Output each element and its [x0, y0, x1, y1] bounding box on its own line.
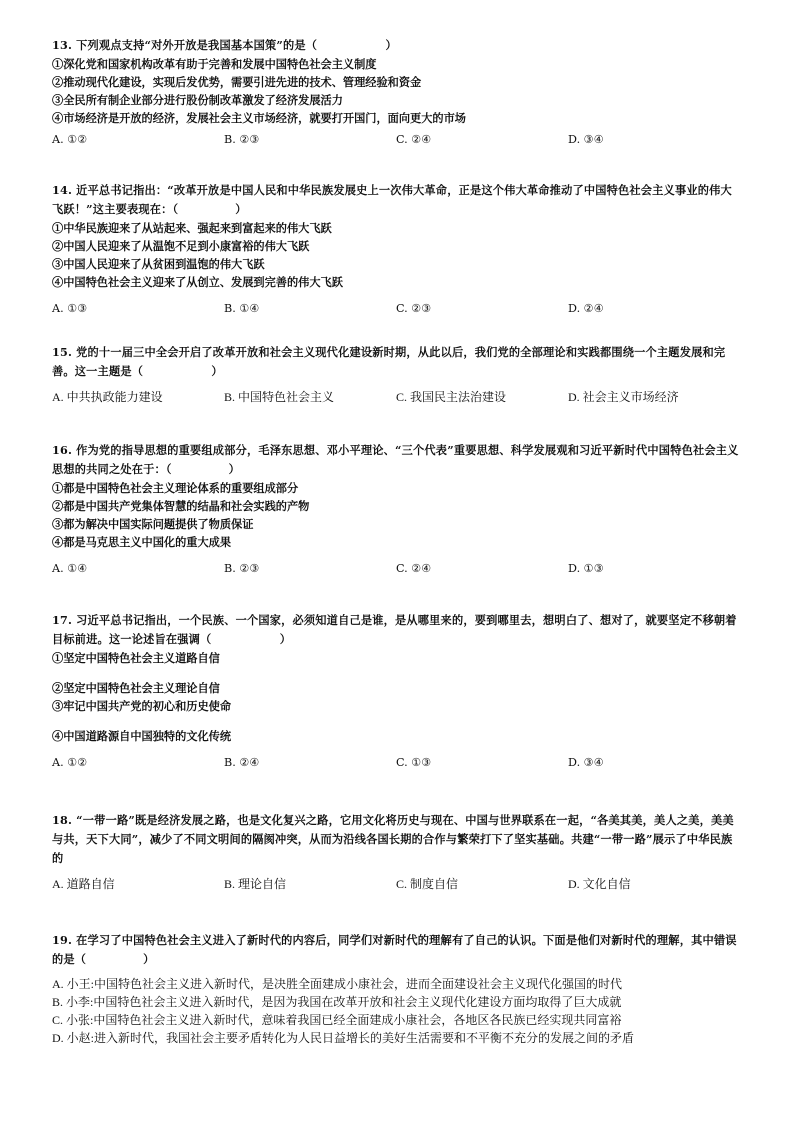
- question-16: [52, 441, 742, 581]
- option-d[interactable]: D. ③④: [568, 133, 604, 146]
- statement-3: ③中国人民迎来了从贫困到温饱的伟大飞跃: [52, 257, 265, 271]
- option-c[interactable]: C. 制度自信: [396, 877, 459, 891]
- option-c[interactable]: C. 小张:中国特色社会主义进入新时代，意味着我国已经全面建成小康社会，各地区各民族已经实现共同富裕: [52, 1013, 622, 1027]
- answer-options: [52, 387, 742, 407]
- statement-1: ①深化党和国家机构改革有助于完善和发展中国特色社会主义制度: [52, 57, 377, 71]
- option-c[interactable]: C. ②④: [396, 133, 432, 146]
- question-15: [52, 343, 742, 413]
- option-b[interactable]: B. ①④: [224, 302, 260, 315]
- statement-2: ②坚定中国特色社会主义理论自信: [52, 681, 220, 695]
- answer-options: [52, 753, 742, 773]
- question-stem: 14. 近平总书记指出：“改革开放是中国人民和中华民族发展史上一次伟大革命，正是这个伟大革命推动了中国特色社会主义事业的伟大飞跃！”这主要表现在：（ ）: [52, 183, 732, 216]
- question-18: [52, 811, 742, 901]
- option-a[interactable]: A. 中共执政能力建设: [52, 390, 163, 404]
- statement-4: ④都是马克思主义中国化的重大成果: [52, 535, 232, 549]
- question-stem: 13. 下列观点支持“对外开放是我国基本国策”的是（ ）: [52, 38, 397, 52]
- question-13: [52, 36, 742, 157]
- statement-1: ①中华民族迎来了从站起来、强起来到富起来的伟大飞跃: [52, 221, 332, 235]
- answer-options: [52, 130, 742, 150]
- option-d[interactable]: D. 社会主义市场经济: [568, 390, 679, 404]
- option-b[interactable]: B. ②③: [224, 133, 260, 146]
- option-c[interactable]: C. 我国民主法治建设: [396, 390, 507, 404]
- question-stem: 18. “一带一路”既是经济发展之路，也是文化复兴之路，它用文化将历史与现在、中国与世界联系在一起，“各美其美，美人之美，美美与共，天下大同”，减少了不同文明间的隔阂冲突，从而为沿线各国长期的合作与繁荣打下了坚实基础。共建“一带一路”展示了中华民族的: [52, 813, 734, 865]
- question-stem: 16. 作为党的指导思想的重要组成部分，毛泽东思想、邓小平理论、“三个代表”重要思想、科学发展观和习近平新时代中国特色社会主义思想的共同之处在于：（ ）: [52, 443, 739, 476]
- option-a[interactable]: A. ①②: [52, 756, 88, 769]
- statement-4: ④市场经济是开放的经济，发展社会主义市场经济，就要打开国门，面向更大的市场: [52, 111, 466, 125]
- option-a[interactable]: A. 道路自信: [52, 877, 115, 891]
- statement-3: ③牢记中国共产党的初心和历史使命: [52, 699, 232, 713]
- option-d[interactable]: D. ①③: [568, 562, 604, 575]
- option-b[interactable]: B. ②④: [224, 756, 260, 769]
- answer-options: [52, 874, 742, 894]
- option-a[interactable]: A. 小王:中国特色社会主义进入新时代，是决胜全面建成小康社会，进而全面建设社会主义现代化强国的时代: [52, 977, 623, 991]
- option-a[interactable]: A. ①③: [52, 302, 88, 315]
- question-17: [52, 611, 742, 781]
- option-a[interactable]: A. ①④: [52, 562, 88, 575]
- option-d[interactable]: D. 文化自信: [568, 877, 631, 891]
- blank-line: [52, 715, 742, 727]
- statement-2: ②都是中国共产党集体智慧的结晶和社会实践的产物: [52, 499, 310, 513]
- option-b[interactable]: B. 中国特色社会主义: [224, 390, 335, 404]
- statement-4: ④中国道路源自中国独特的文化传统: [52, 729, 232, 743]
- question-19: [52, 931, 742, 1047]
- statement-2: ②中国人民迎来了从温饱不足到小康富裕的伟大飞跃: [52, 239, 310, 253]
- option-c[interactable]: C. ②③: [396, 302, 432, 315]
- option-b[interactable]: B. ②③: [224, 562, 260, 575]
- statement-1: ①都是中国特色社会主义理论体系的重要组成部分: [52, 481, 299, 495]
- statement-2: ②推动现代化建设，实现后发优势，需要引进先进的技术、管理经验和资金: [52, 75, 422, 89]
- option-b[interactable]: B. 理论自信: [224, 877, 287, 891]
- option-d[interactable]: D. 小赵:进入新时代，我国社会主要矛盾转化为人民日益增长的美好生活需要和不平衡不充分的发展之间的矛盾: [52, 1031, 635, 1045]
- question-stem: 17. 习近平总书记指出，一个民族、一个国家，必须知道自己是谁，是从哪里来的，要到哪里去，想明白了、想对了，就要坚定不移朝着目标前进。这一论述旨在强调（ ）: [52, 613, 737, 646]
- answer-options: [52, 299, 742, 319]
- option-d[interactable]: D. ③④: [568, 756, 604, 769]
- option-c[interactable]: C. ②④: [396, 562, 432, 575]
- option-c[interactable]: C. ①③: [396, 756, 432, 769]
- statement-4: ④中国特色社会主义迎来了从创立、发展到完善的伟大飞跃: [52, 275, 343, 289]
- option-a[interactable]: A. ①②: [52, 133, 88, 146]
- statement-3: ③全民所有制企业部分进行股份制改革激发了经济发展活力: [52, 93, 343, 107]
- blank-line: [52, 667, 742, 679]
- question-stem: 19. 在学习了中国特色社会主义进入了新时代的内容后，同学们对新时代的理解有了自己的认识。下面是他们对新时代的理解，其中错误的是（ ）: [52, 933, 737, 966]
- statement-3: ③都为解决中国实际问题提供了物质保证: [52, 517, 254, 531]
- option-b[interactable]: B. 小李:中国特色社会主义进入新时代，是因为我国在改革开放和社会主义现代化建设方面均取得了巨大成就: [52, 995, 622, 1009]
- question-stem: 15. 党的十一届三中全会开启了改革开放和社会主义现代化建设新时期，从此以后，我们党的全部理论和实践都围绕一个主题发展和完善。这一主题是（ ）: [52, 345, 726, 378]
- statement-1: ①坚定中国特色社会主义道路自信: [52, 651, 220, 665]
- answer-options: [52, 559, 742, 579]
- question-14: [52, 181, 742, 319]
- option-d[interactable]: D. ②④: [568, 302, 604, 315]
